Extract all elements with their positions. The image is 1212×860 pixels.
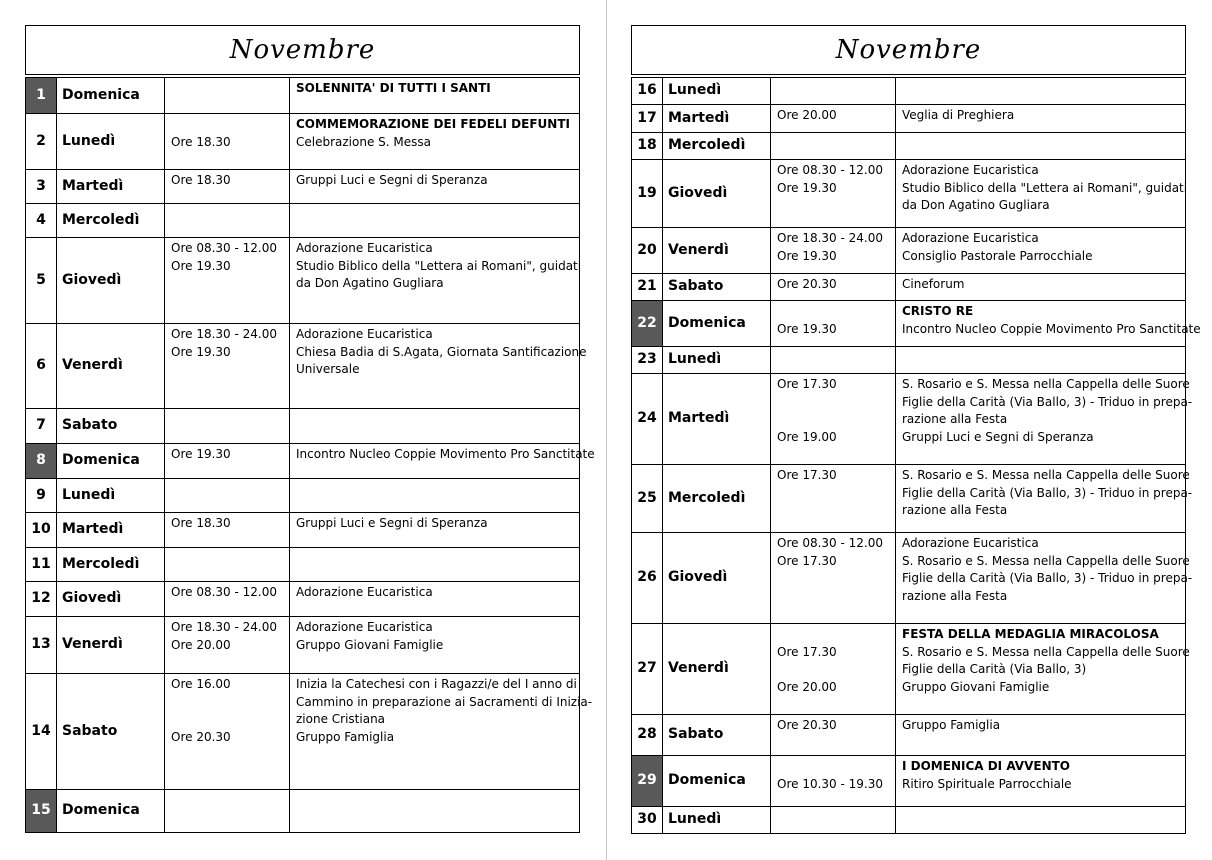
event-text: Gruppi Luci e Segni di Speranza	[296, 173, 488, 187]
weekday-name: Martedì	[663, 105, 771, 133]
event-time: Ore 19.30	[777, 248, 837, 263]
day-number: 14	[26, 674, 57, 790]
day-row	[26, 674, 580, 790]
event-text: Gruppi Luci e Segni di Speranza	[296, 516, 488, 530]
event-text: Cineforum	[902, 277, 965, 291]
event-time: Ore 19.30	[171, 344, 231, 359]
event-cell	[896, 228, 1186, 274]
day-row	[26, 409, 580, 444]
event-cell	[290, 674, 593, 790]
event-time: Ore 17.30	[777, 377, 837, 391]
event-cell	[896, 807, 1186, 834]
event-heading: CRISTO RE	[902, 304, 974, 318]
day-number: 10	[26, 513, 57, 548]
day-row	[26, 170, 580, 204]
event-text: Adorazione Eucaristica	[902, 536, 1039, 550]
month-header-left	[25, 25, 580, 75]
blank-line	[171, 116, 289, 134]
event-cell	[896, 105, 1186, 133]
weekday-name: Martedì	[57, 170, 165, 204]
time-cell	[771, 133, 896, 160]
day-row	[26, 204, 580, 238]
event-cell	[290, 114, 580, 170]
day-row	[632, 756, 1186, 807]
event-cell	[896, 374, 1193, 465]
day-row	[26, 617, 580, 674]
event-time: Ore 20.30	[777, 277, 837, 291]
weekday-name: Mercoledì	[663, 133, 771, 160]
event-cell	[290, 790, 580, 833]
event-text: Incontro Nucleo Coppie Movimento Pro Sanctitate	[902, 321, 1201, 336]
time-cell	[771, 301, 896, 347]
time-cell	[771, 624, 896, 715]
event-text: Figlie della Carità (Via Ballo, 3) - Triduo in prepa-	[902, 485, 1193, 500]
event-text: Adorazione Eucaristica	[296, 620, 433, 634]
day-row	[632, 347, 1186, 374]
time-cell	[771, 105, 896, 133]
day-number: 2	[26, 114, 57, 170]
day-row	[26, 548, 580, 582]
day-row	[26, 513, 580, 548]
event-heading: SOLENNITA' DI TUTTI I SANTI	[296, 81, 491, 95]
time-cell	[771, 228, 896, 274]
event-text: Studio Biblico della "Lettera ai Romani", guidati	[296, 258, 582, 273]
day-number: 7	[26, 409, 57, 444]
event-time: Ore 18.30 - 24.00	[777, 231, 883, 245]
day-row	[632, 105, 1186, 133]
event-text: Chiesa Badia di S.Agata, Giornata Santificazione	[296, 344, 587, 359]
event-cell	[896, 465, 1193, 533]
event-cell	[290, 204, 580, 238]
day-number: 19	[632, 160, 663, 228]
event-time: Ore 08.30 - 12.00	[171, 585, 277, 599]
time-cell	[165, 78, 290, 114]
weekday-name: Giovedì	[57, 582, 165, 617]
day-row	[632, 160, 1186, 228]
day-row	[632, 715, 1186, 756]
event-time: Ore 18.30 - 24.00	[171, 327, 277, 341]
event-text: Celebrazione S. Messa	[296, 134, 431, 149]
event-cell	[896, 533, 1193, 624]
weekday-name: Sabato	[57, 674, 165, 790]
day-number: 22	[632, 301, 663, 347]
month-header-right	[631, 25, 1186, 75]
event-cell	[290, 582, 580, 617]
event-text: Adorazione Eucaristica	[902, 231, 1039, 245]
event-text: Figlie della Carità (Via Ballo, 3)	[902, 662, 1087, 676]
month-title: Novembre	[229, 35, 376, 65]
weekday-name: Lunedì	[57, 479, 165, 513]
schedule-table-left	[25, 77, 595, 833]
time-cell	[771, 374, 896, 465]
day-number: 12	[26, 582, 57, 617]
weekday-name: Mercoledì	[57, 548, 165, 582]
event-time: Ore 17.30	[777, 644, 837, 659]
time-cell	[165, 582, 290, 617]
calendar-page-right	[631, 25, 1201, 834]
event-time: Ore 19.30	[777, 180, 837, 195]
weekday-name: Venerdì	[57, 617, 165, 674]
day-row	[632, 78, 1186, 105]
event-text: Adorazione Eucaristica	[902, 163, 1039, 177]
weekday-name: Domenica	[57, 444, 165, 479]
day-number: 17	[632, 105, 663, 133]
event-text: razione alla Festa	[902, 412, 1008, 426]
event-time: Ore 08.30 - 12.00	[171, 241, 277, 255]
day-number: 4	[26, 204, 57, 238]
time-cell	[771, 807, 896, 834]
event-text: Gruppi Luci e Segni di Speranza	[902, 429, 1094, 444]
time-cell	[165, 170, 290, 204]
time-cell	[771, 533, 896, 624]
event-time: Ore 18.30	[171, 173, 231, 187]
day-row	[632, 533, 1186, 624]
time-cell	[771, 715, 896, 756]
day-row	[26, 114, 580, 170]
day-number: 25	[632, 465, 663, 533]
time-cell	[165, 238, 290, 324]
event-cell	[290, 617, 580, 674]
event-text: S. Rosario e S. Messa nella Cappella delle Suore	[902, 468, 1190, 482]
event-time: Ore 18.30	[171, 516, 231, 530]
day-row	[26, 324, 580, 409]
event-text: Adorazione Eucaristica	[296, 241, 433, 255]
time-cell	[165, 479, 290, 513]
day-number: 30	[632, 807, 663, 834]
weekday-name: Martedì	[57, 513, 165, 548]
day-row	[632, 274, 1186, 301]
blank-line	[777, 758, 895, 776]
time-cell	[771, 274, 896, 301]
day-number: 15	[26, 790, 57, 833]
day-number: 18	[632, 133, 663, 160]
weekday-name: Domenica	[57, 78, 165, 114]
time-cell	[165, 324, 290, 409]
event-text: Adorazione Eucaristica	[296, 585, 433, 599]
time-cell	[165, 617, 290, 674]
weekday-name: Mercoledì	[663, 465, 771, 533]
event-cell	[290, 513, 580, 548]
event-time: Ore 08.30 - 12.00	[777, 536, 883, 550]
event-cell	[896, 274, 1186, 301]
event-text: Veglia di Preghiera	[902, 108, 1015, 122]
blank-line	[171, 711, 289, 729]
month-title: Novembre	[835, 35, 982, 65]
weekday-name: Lunedì	[663, 78, 771, 105]
time-cell	[771, 756, 896, 807]
day-row	[26, 238, 580, 324]
weekday-name: Venerdì	[663, 228, 771, 274]
event-heading: FESTA DELLA MEDAGLIA MIRACOLOSA	[902, 627, 1159, 641]
event-text: Figlie della Carità (Via Ballo, 3) - Triduo in prepa-	[902, 571, 1193, 585]
event-text: razione alla Festa	[902, 588, 1008, 603]
event-cell	[290, 548, 580, 582]
time-cell	[165, 674, 290, 790]
day-number: 28	[632, 715, 663, 756]
event-text: Figlie della Carità (Via Ballo, 3) - Triduo in prepa-	[902, 394, 1193, 409]
event-text: Gruppo Famiglia	[902, 718, 1001, 732]
weekday-name: Lunedì	[663, 347, 771, 374]
event-cell	[896, 715, 1186, 756]
event-time: Ore 20.00	[171, 637, 231, 652]
day-number: 21	[632, 274, 663, 301]
time-cell	[165, 114, 290, 170]
day-row	[632, 465, 1186, 533]
event-text: Adorazione Eucaristica	[296, 327, 433, 341]
day-number: 5	[26, 238, 57, 324]
day-number: 1	[26, 78, 57, 114]
weekday-name: Sabato	[663, 274, 771, 301]
weekday-name: Lunedì	[663, 807, 771, 834]
event-cell	[290, 78, 580, 114]
day-number: 11	[26, 548, 57, 582]
event-time: Ore 16.00	[171, 677, 231, 691]
blank-line	[777, 411, 895, 429]
event-text: Gruppo Famiglia	[296, 729, 395, 744]
event-heading: COMMEMORAZIONE DEI FEDELI DEFUNTI	[296, 117, 570, 131]
event-time: Ore 10.30 - 19.30	[777, 776, 883, 791]
event-time: Ore 17.30	[777, 468, 837, 482]
time-cell	[165, 204, 290, 238]
day-row	[632, 228, 1186, 274]
event-cell	[290, 479, 580, 513]
event-cell	[290, 409, 580, 444]
blank-line	[777, 394, 895, 412]
event-time: Ore 20.00	[777, 108, 837, 122]
blank-line	[171, 694, 289, 712]
day-number: 20	[632, 228, 663, 274]
event-cell	[896, 78, 1186, 105]
day-row	[632, 374, 1186, 465]
day-row	[632, 807, 1186, 834]
day-row	[26, 78, 580, 114]
page-divider	[606, 0, 607, 860]
event-cell	[290, 444, 595, 479]
day-row	[26, 790, 580, 833]
time-cell	[771, 347, 896, 374]
calendar-page-left	[25, 25, 595, 833]
day-row	[632, 133, 1186, 160]
weekday-name: Venerdì	[57, 324, 165, 409]
weekday-name: Domenica	[663, 301, 771, 347]
weekday-name: Giovedì	[57, 238, 165, 324]
time-cell	[165, 548, 290, 582]
event-time: Ore 08.30 - 12.00	[777, 163, 883, 177]
weekday-name: Giovedì	[663, 533, 771, 624]
blank-line	[777, 661, 895, 679]
event-text: Gruppo Giovani Famiglie	[902, 679, 1050, 694]
event-text: razione alla Festa	[902, 503, 1008, 517]
day-row	[632, 624, 1186, 715]
event-text: Consiglio Pastorale Parrocchiale	[902, 248, 1093, 263]
event-text: Inizia la Catechesi con i Ragazzi/e del I anno di	[296, 677, 577, 691]
event-time: Ore 18.30 - 24.00	[171, 620, 277, 634]
weekday-name: Mercoledì	[57, 204, 165, 238]
blank-line	[777, 626, 895, 644]
event-cell	[896, 347, 1186, 374]
weekday-name: Giovedì	[663, 160, 771, 228]
day-number: 3	[26, 170, 57, 204]
day-number: 26	[632, 533, 663, 624]
event-text: da Don Agatino Gugliara	[902, 198, 1050, 212]
day-number: 8	[26, 444, 57, 479]
event-text: zione Cristiana	[296, 712, 386, 726]
time-cell	[165, 513, 290, 548]
day-number: 29	[632, 756, 663, 807]
time-cell	[771, 78, 896, 105]
day-row	[26, 444, 580, 479]
event-cell	[896, 301, 1201, 347]
day-number: 24	[632, 374, 663, 465]
schedule-table-right	[631, 77, 1201, 834]
weekday-name: Martedì	[663, 374, 771, 465]
time-cell	[165, 790, 290, 833]
event-text: Gruppo Giovani Famiglie	[296, 637, 444, 652]
event-cell	[896, 160, 1186, 228]
event-cell	[896, 133, 1186, 160]
event-text: S. Rosario e S. Messa nella Cappella delle Suore	[902, 553, 1190, 568]
event-time: Ore 17.30	[777, 553, 837, 568]
event-cell	[290, 238, 580, 324]
event-text: Cammino in preparazione ai Sacramenti di Inizia-	[296, 694, 593, 709]
day-number: 23	[632, 347, 663, 374]
event-time: Ore 18.30	[171, 134, 231, 149]
weekday-name: Venerdì	[663, 624, 771, 715]
weekday-name: Domenica	[663, 756, 771, 807]
event-time: Ore 19.30	[777, 321, 837, 336]
event-time: Ore 19.00	[777, 429, 837, 444]
weekday-name: Sabato	[663, 715, 771, 756]
blank-line	[777, 303, 895, 321]
day-number: 13	[26, 617, 57, 674]
event-text: Ritiro Spirituale Parrocchiale	[902, 776, 1072, 791]
day-row	[632, 301, 1186, 347]
event-text: Studio Biblico della "Lettera ai Romani", guidati	[902, 180, 1188, 195]
event-time: Ore 20.30	[777, 718, 837, 732]
day-number: 9	[26, 479, 57, 513]
event-text: S. Rosario e S. Messa nella Cappella delle Suore	[902, 644, 1190, 659]
event-time: Ore 19.30	[171, 258, 231, 273]
day-row	[26, 479, 580, 513]
time-cell	[771, 465, 896, 533]
day-row	[26, 582, 580, 617]
event-cell	[290, 170, 580, 204]
time-cell	[165, 444, 290, 479]
time-cell	[165, 409, 290, 444]
event-cell	[896, 756, 1186, 807]
event-cell	[896, 624, 1190, 715]
day-number: 27	[632, 624, 663, 715]
event-text: Incontro Nucleo Coppie Movimento Pro Sanctitate	[296, 447, 595, 461]
event-cell	[290, 324, 587, 409]
event-text: S. Rosario e S. Messa nella Cappella delle Suore	[902, 377, 1190, 391]
event-text: Universale	[296, 362, 360, 376]
time-cell	[771, 160, 896, 228]
event-heading: I DOMENICA DI AVVENTO	[902, 759, 1070, 773]
event-time: Ore 20.30	[171, 729, 231, 744]
day-number: 6	[26, 324, 57, 409]
day-number: 16	[632, 78, 663, 105]
weekday-name: Lunedì	[57, 114, 165, 170]
weekday-name: Domenica	[57, 790, 165, 833]
weekday-name: Sabato	[57, 409, 165, 444]
event-time: Ore 20.00	[777, 679, 837, 694]
event-time: Ore 19.30	[171, 447, 231, 461]
event-text: da Don Agatino Gugliara	[296, 276, 444, 290]
